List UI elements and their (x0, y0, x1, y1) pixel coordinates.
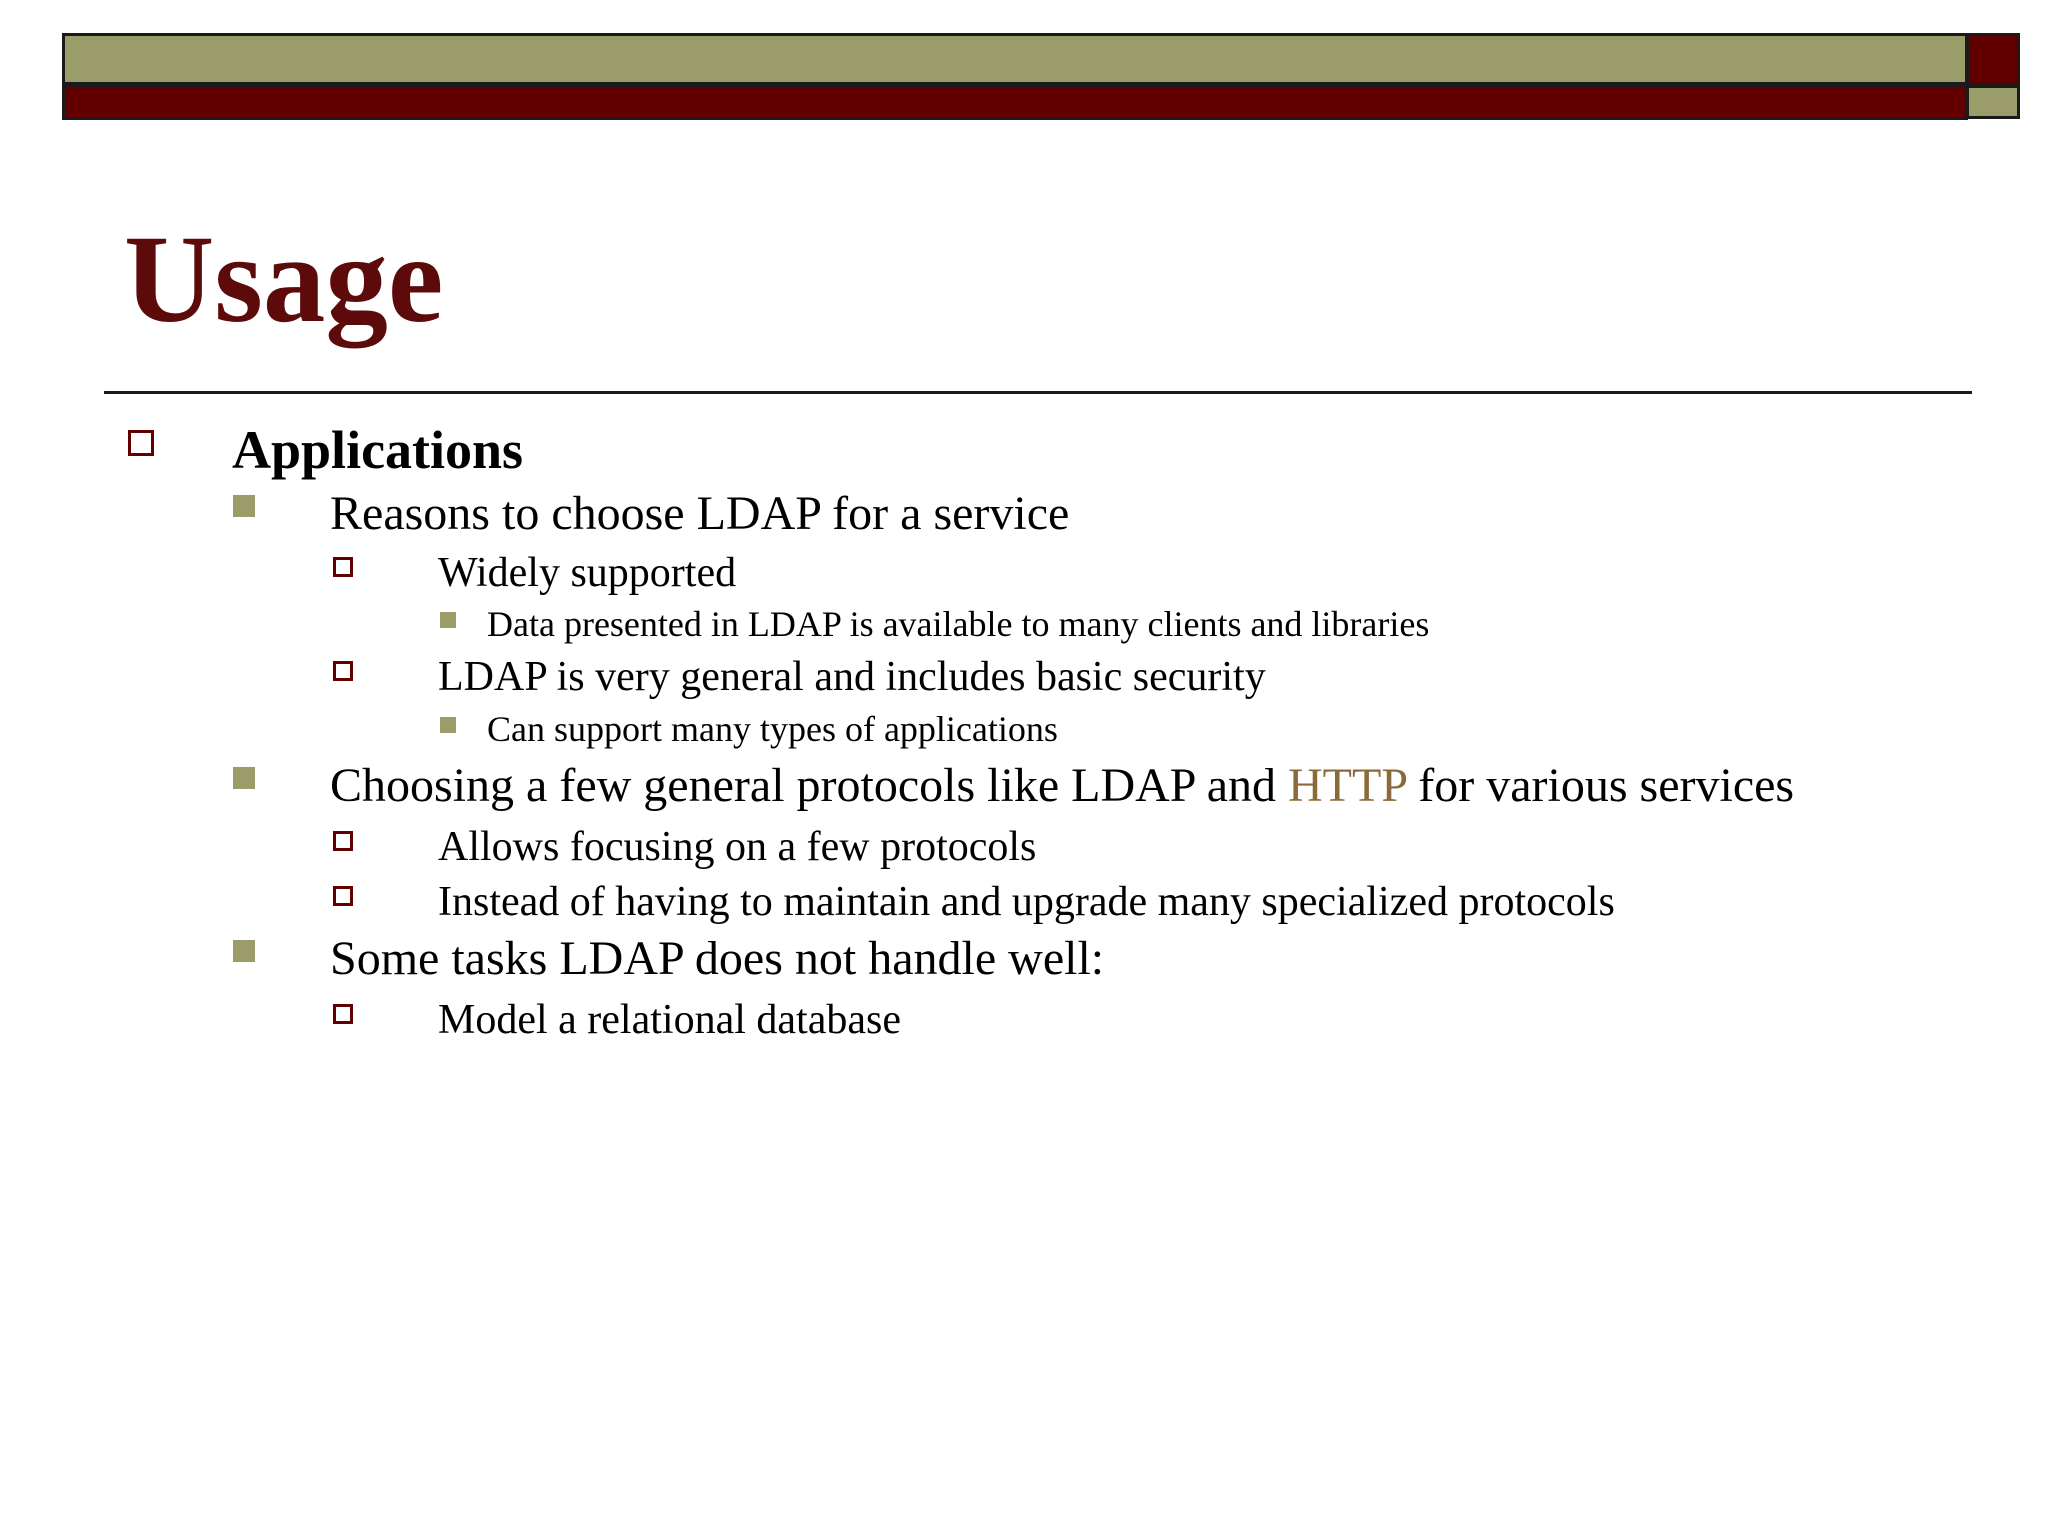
list-item-allows-focusing: Allows focusing on a few protocols (438, 824, 1037, 870)
header-bar-olive (62, 33, 1968, 85)
solid-square-icon (233, 767, 255, 789)
solid-square-icon (233, 940, 255, 962)
solid-square-icon (440, 717, 456, 733)
list-item-choosing: Choosing a few general protocols like LDAP and HTTP for various services (330, 759, 1795, 812)
hollow-square-icon (333, 661, 353, 681)
list-item-reasons: Reasons to choose LDAP for a service (330, 487, 1070, 540)
list-item-applications: Applications (232, 420, 524, 480)
hollow-square-icon (333, 557, 353, 577)
hollow-square-icon (333, 831, 353, 851)
http-link[interactable]: HTTP (1288, 759, 1407, 812)
list-item-data-presented: Data presented in LDAP is available to many clients and libraries (487, 604, 1430, 644)
title-divider (104, 391, 1972, 394)
solid-square-icon (440, 612, 456, 628)
slide-title: Usage (124, 211, 444, 349)
list-item-instead-of: Instead of having to maintain and upgrade many specialized protocols (438, 879, 1615, 925)
hollow-square-icon (333, 886, 353, 906)
header-bar-maroon (62, 84, 1968, 120)
list-item-can-support: Can support many types of applications (487, 709, 1058, 749)
header-square-maroon (1966, 33, 2020, 87)
hollow-square-icon (333, 1004, 353, 1024)
list-item-model-relational: Model a relational database (438, 997, 901, 1043)
list-item-widely-supported: Widely supported (438, 550, 737, 596)
list-item-ldap-general: LDAP is very general and includes basic security (438, 654, 1266, 700)
header-square-olive (1966, 85, 2020, 119)
hollow-square-icon (128, 430, 154, 456)
list-item-some-tasks: Some tasks LDAP does not handle well: (330, 932, 1105, 985)
solid-square-icon (233, 495, 255, 517)
